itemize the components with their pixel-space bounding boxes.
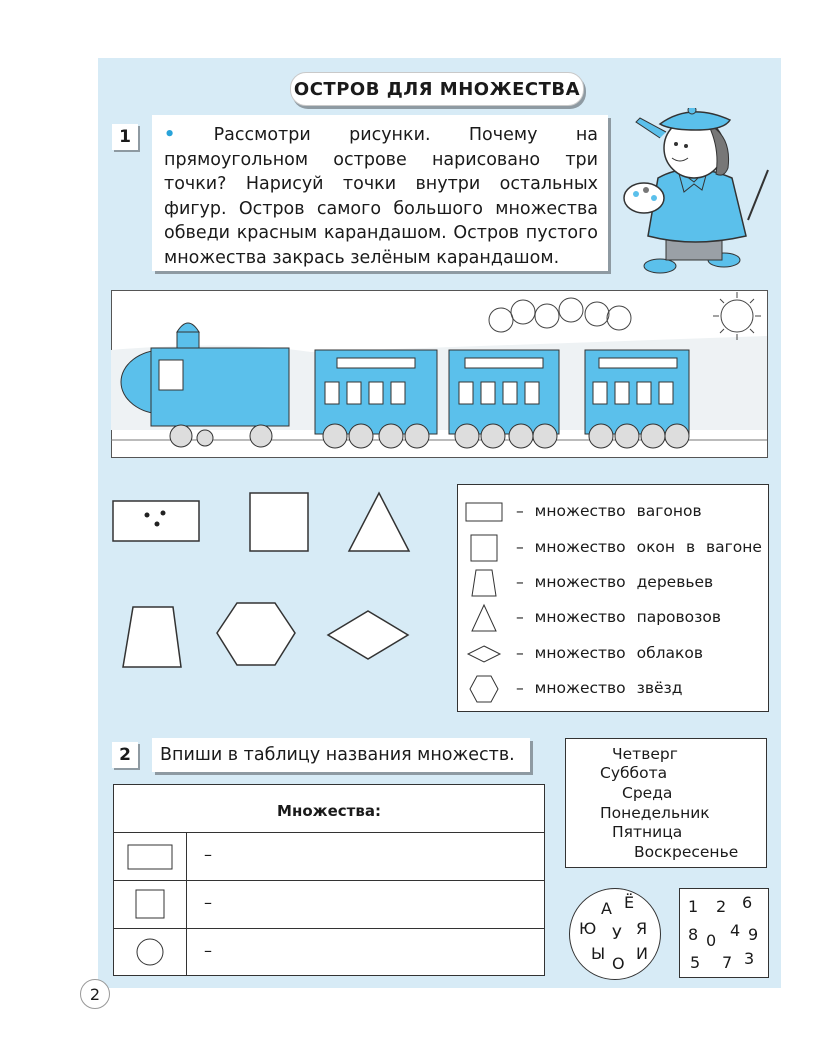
triangle-icon: [464, 603, 504, 633]
digit: 1: [688, 897, 699, 916]
sets-table: [113, 784, 545, 976]
square-island: [250, 493, 308, 551]
letter: Я: [636, 919, 648, 938]
letter: Ё: [624, 893, 635, 912]
trapezoid-island: [123, 607, 181, 667]
digit: 2: [716, 897, 727, 916]
day-item: Четверг: [612, 745, 678, 763]
day-item: Пятница: [612, 823, 683, 841]
legend-row: [458, 533, 768, 563]
wagon-2: [449, 350, 559, 448]
table-icon-cell: [114, 929, 187, 976]
letter: Ю: [579, 919, 597, 938]
answer-dash: –: [204, 893, 212, 912]
rectangle-icon: [114, 833, 186, 880]
table-icon-cell: [114, 881, 187, 928]
numbers-square: [679, 888, 769, 978]
paintbrush: [748, 170, 768, 220]
answer-dash: –: [204, 845, 212, 864]
days-box: [565, 738, 767, 868]
task-number-2: 2: [112, 742, 138, 768]
rectangle-island: [113, 501, 199, 541]
day-item: Среда: [622, 784, 673, 802]
task-1-text-box: [152, 115, 608, 271]
beret: [660, 112, 730, 130]
table-row: [114, 833, 544, 881]
palette: [624, 183, 664, 213]
day-item: Воскресенье: [634, 843, 739, 861]
legend-text: – множество звёзд: [516, 679, 683, 697]
eye-right: [684, 144, 688, 148]
letter: О: [612, 954, 625, 973]
task-1-text: Рассмотри рисунки. Почему на прямоугольном острове нарисовано три точки? Нарисуй точки внутри остальных фигур. Остров самого большого множества обведи красным карандашом. Остров пустого множества закрась зелёным карандашом.: [164, 125, 598, 268]
hexagon-island: [217, 603, 295, 665]
rectangle-icon: [464, 497, 504, 527]
rhombus-icon: [464, 639, 504, 669]
page-number: 2: [80, 979, 110, 1009]
digit: 3: [744, 949, 755, 968]
shoe-left: [644, 259, 676, 273]
legend-text: – множество вагонов: [516, 502, 702, 520]
day-item: Понедельник: [600, 804, 710, 822]
wagon-1: [315, 350, 437, 448]
table-row: [114, 929, 544, 976]
legend-text: – множество паровозов: [516, 608, 722, 626]
wagon-3: [585, 350, 689, 448]
letter: А: [601, 899, 612, 918]
legend-row: [458, 639, 768, 669]
painter-boy-illustration: [620, 108, 780, 276]
answer-dash: –: [204, 941, 212, 960]
rhombus-island: [328, 611, 408, 659]
legend-row: [458, 568, 768, 598]
task-2-text: Впиши в таблицу названия множеств.: [152, 738, 530, 772]
letter: Ы: [591, 944, 606, 963]
day-item: Суббота: [600, 764, 668, 782]
paint-dot: [643, 187, 649, 193]
bullet-icon: •: [164, 125, 176, 145]
digit: 4: [730, 921, 741, 940]
table-row: [114, 881, 544, 929]
square-icon: [464, 533, 504, 563]
task-number-1: 1: [112, 124, 138, 150]
digit: 6: [742, 893, 753, 912]
legend-row: [458, 497, 768, 527]
legend-box: [457, 484, 769, 712]
trapezoid-icon: [464, 568, 504, 598]
legend-text: – множество деревьев: [516, 573, 714, 591]
digit: 5: [690, 953, 701, 972]
page-title: ОСТРОВ ДЛЯ МНОЖЕСТВА: [290, 72, 584, 106]
eye-left: [674, 142, 678, 146]
circle-icon: [114, 929, 186, 976]
letter: И: [636, 944, 648, 963]
digit: 7: [722, 953, 733, 972]
paint-dot: [651, 195, 657, 201]
digit: 0: [706, 931, 717, 950]
shape-islands: [105, 485, 415, 675]
digit: 8: [688, 925, 699, 944]
square-icon: [114, 881, 186, 928]
table-icon-cell: [114, 833, 187, 880]
train-illustration: [111, 290, 768, 458]
legend-text: – множество облаков: [516, 644, 704, 662]
paint-dot: [633, 191, 639, 197]
legend-row: [458, 674, 768, 704]
legend-text: – множество окон в вагоне: [516, 538, 762, 556]
beret-tip: [688, 108, 696, 114]
legend-row: [458, 603, 768, 633]
letters-circle: [569, 888, 661, 980]
digit: 9: [748, 925, 759, 944]
triangle-island: [349, 493, 409, 551]
hexagon-icon: [464, 674, 504, 704]
letter: У: [612, 924, 622, 943]
table-header: Множества:: [114, 785, 544, 833]
long-nose: [636, 118, 666, 138]
